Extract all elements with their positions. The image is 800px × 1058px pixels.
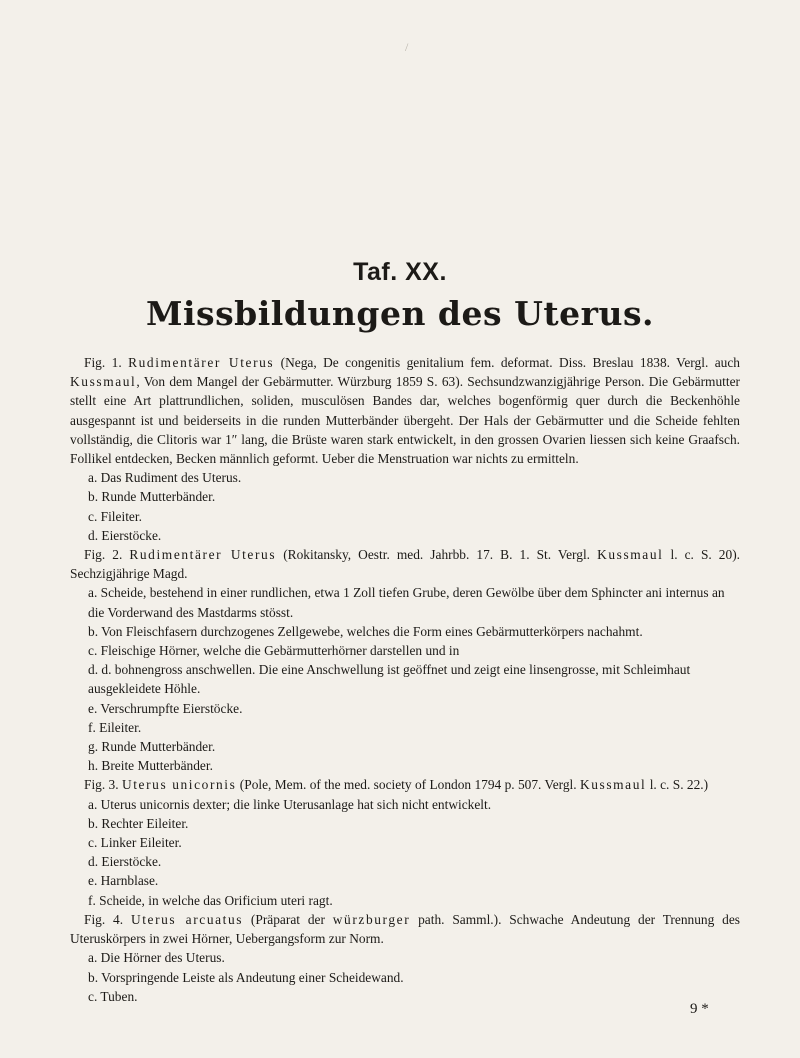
fig1-label: Fig. 1.	[84, 355, 129, 370]
list-item: c. Fleischige Hörner, welche die Gebärmutterhörner darstellen und in	[88, 643, 460, 659]
list-item: b. Runde Mutterbänder.	[88, 489, 216, 505]
list-item: c. Tuben.	[88, 988, 138, 1004]
page-number: 9 *	[690, 1001, 709, 1017]
fig4-label: Fig. 4.	[84, 911, 131, 927]
fig4-text: (Präparat der	[243, 911, 333, 927]
fig1-paragraph	[70, 353, 740, 468]
list-item: c. Fileiter.	[88, 508, 142, 524]
fig3-paragraph	[70, 775, 740, 794]
fig4-author: würzburger	[332, 911, 411, 927]
list-item: d. Eierstöcke.	[88, 527, 162, 543]
list-item: c. Linker Eileiter.	[88, 835, 182, 851]
fig3-label: Fig. 3.	[84, 777, 122, 793]
fig2-paragraph	[70, 545, 740, 583]
fig4-rest: path. Samml.). Schwache Andeutung der Trennung des Uteruskörpers in zwei Hörner, Uebergangsform zur Norm.	[70, 911, 740, 947]
list-item: e. Verschrumpfte Eierstöcke.	[88, 700, 243, 716]
fig3-author: Kussmaul	[579, 777, 647, 793]
fig2-rest: l. c. S. 20). Sechzigjährige Magd.	[70, 547, 741, 582]
list-item: b. Vorspringende Leiste als Andeutung einer Scheidewand.	[88, 969, 404, 985]
list-item: a. Die Hörner des Uterus.	[88, 950, 225, 966]
page-title: Missbildungen des Uterus.	[145, 294, 655, 333]
list-item: d. Eierstöcke.	[88, 854, 162, 870]
fig1-rest: , Von dem Mangel der Gebärmutter. Würzburg 1859 S. 63). Sechsundzwanzigjährige Person. Die Gebärmutter stellt eine Art plattrundlichen, soliden, musculösen Bandes dar, welches bogenförmig quer durch die Beckenhöhle ausgespannt ist und beiderseits in die runden Mutterbänder übergeht. Der Hals der Gebärmutter und die Scheide fehlten vollständig, die Clitoris war 1″ lang, die Brüste waren stark entwickelt, in den grossen Ovarien liessen sich keine Graafsch. Follikel entdecken, Becken männlich geformt. Ueber die Menstruation war nichts zu ermitteln.	[70, 374, 740, 467]
list-item: h. Breite Mutterbänder.	[88, 758, 213, 774]
list-item: e. Harnblase.	[88, 873, 159, 889]
list-item: d. d. bohnengross anschwellen. Die eine Anschwellung ist geöffnet und zeigt eine linsengrosse, mit Schleimhaut ausgekleidete Höhle.	[88, 662, 691, 697]
list-item: f. Eileiter.	[88, 719, 142, 735]
fig2-label: Fig. 2.	[84, 547, 130, 563]
list-item: a. Scheide, bestehend in einer rundlichen, etwa 1 Zoll tiefen Grube, deren Gewölbe über dem Sphincter ani internus an die Vorderwand des Mastdarms stösst.	[88, 585, 725, 620]
fig1-name: Rudimentärer Uterus	[128, 355, 275, 370]
list-item: a. Uterus unicornis dexter; die linke Uterusanlage hat sich nicht entwickelt.	[88, 796, 492, 812]
list-item: a. Das Rudiment des Uterus.	[88, 470, 242, 486]
fig2-author: Kussmaul	[597, 547, 664, 563]
fig3-rest: l. c. S. 22.)	[646, 777, 709, 793]
list-item: g. Runde Mutterbänder.	[88, 739, 216, 755]
list-item: b. Von Fleischfasern durchzogenes Zellgewebe, welches die Form eines Gebärmutterkörpers nachahmt.	[88, 623, 643, 639]
fig3-name: Uterus unicornis	[121, 777, 237, 793]
fig3-text: (Pole, Mem. of the med. society of London 1794 p. 507. Vergl.	[236, 777, 580, 793]
body-text	[70, 353, 740, 1006]
fig2-name: Rudimentärer Uterus	[129, 547, 277, 563]
plate-number: Taf. XX.	[353, 258, 447, 286]
list-item: b. Rechter Eileiter.	[88, 815, 189, 831]
fig2-text: (Rokitansky, Oestr. med. Jahrbb. 17. B. 1. St. Vergl.	[276, 547, 598, 563]
fig1-text: (Nega, De congenitis genitalium fem. deformat. Diss. Breslau 1838. Vergl. auch	[274, 355, 740, 370]
fig4-name: Uterus arcuatus	[130, 911, 244, 927]
fig1-author: Kussmaul	[70, 374, 137, 390]
stray-mark: /	[405, 40, 409, 54]
list-item: f. Scheide, in welche das Orificium uteri ragt.	[88, 892, 333, 908]
fig4-paragraph	[70, 910, 740, 948]
